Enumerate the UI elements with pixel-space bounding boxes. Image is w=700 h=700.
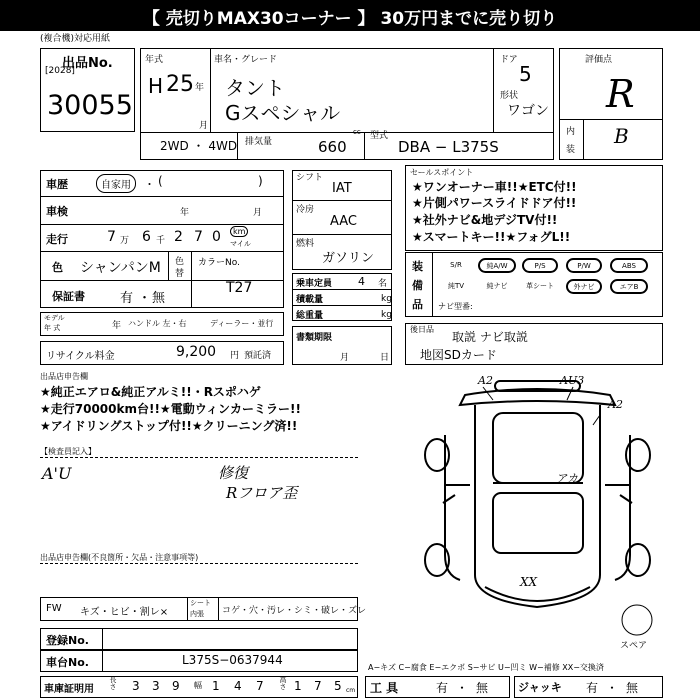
color-label: 色 [52, 261, 63, 274]
mileage-digit-1: 2 [174, 229, 183, 245]
spare-label: スペア [620, 641, 648, 651]
diagram-mark-1: A2 [478, 374, 493, 387]
fuel-value: ガソリン [322, 251, 375, 266]
gross-unit: kg [381, 310, 392, 320]
inspection-label: 車検 [46, 205, 68, 218]
equip-leather-seat: 革シート [526, 282, 554, 290]
selling-points-label: セールスポイント [410, 168, 474, 177]
garage-height-label: 高さ [279, 676, 287, 690]
seller-notes-label: 出品店申告欄 [40, 372, 88, 381]
history-dot: ・ [144, 178, 155, 191]
tools-yes: 有 [436, 681, 449, 695]
equip-airbag: エアB [610, 279, 648, 294]
recycle-value: 9,200 [176, 344, 217, 360]
garage-height-2: 7 [314, 679, 322, 693]
year-suffix: 年 [195, 83, 205, 93]
fw-seat-text: コゲ・穴・汚レ・シミ・破レ・ズレ [222, 606, 367, 616]
gross-label: 総重量 [296, 311, 324, 321]
jack-dot: ・ [606, 681, 619, 695]
displacement-unit: cc [353, 128, 361, 136]
equipment-label-3: 品 [412, 298, 423, 311]
shape-label: 形状 [500, 91, 519, 101]
jack-no: 無 [626, 681, 639, 695]
history-option: 自家用 [96, 174, 136, 193]
garage-height-3: 5 [334, 679, 342, 693]
tools-dot: ・ [456, 681, 469, 695]
equip-abs: ABS [610, 258, 648, 273]
selling-point-1: ★ワンオーナー車!!★ETC付!! [412, 180, 577, 194]
damage-legend: A−キズ C−腐食 E−エクボ S−サビ U−凹ミ W−補修 XX−交換済 [368, 663, 604, 672]
interior-label-1: 内 [566, 127, 576, 137]
after-items-label: 後日品 [410, 325, 434, 334]
doc-expiry-label: 書類期限 [296, 333, 333, 343]
year-label: 年式 [145, 55, 164, 65]
doc-expiry-day: 日 [380, 353, 390, 363]
inspector-label: 【検査員記入】 [40, 447, 96, 456]
history-label: 車歴 [46, 178, 68, 191]
garage-length-3: 9 [172, 679, 180, 693]
drive-type: 2WD ・ 4WD [160, 139, 238, 153]
seller-note-2: ★走行70000km台!!★電動ウィンカーミラー!! [40, 402, 301, 416]
interior-score: B [614, 124, 629, 148]
interior-label-2: 装 [566, 145, 576, 155]
load-label: 積載量 [296, 295, 324, 305]
fw-text: キズ・ヒビ・割レ× [80, 607, 169, 618]
inspector-note-1: A'U [42, 464, 72, 483]
inspector-note-2: 修復 [218, 464, 249, 482]
shift-label: シフト [296, 173, 324, 183]
doors-value: 5 [519, 62, 532, 86]
type-label: 型式 [370, 131, 389, 141]
garage-unit: cm [346, 687, 356, 694]
mileage-digit-3: 0 [212, 229, 221, 245]
form-type-note: (複合機)対応用紙 [40, 34, 111, 44]
equip-genuine-navi: 純ナビ [486, 282, 508, 290]
fw-seat-label-1: シート [190, 599, 211, 607]
garage-length-2: 3 [152, 679, 160, 693]
score-value: R [606, 72, 635, 116]
flagged-label: 出品店申告欄(不良箇所・欠品・注意事項等) [40, 553, 199, 562]
diagram-mark-4: アカ [556, 472, 578, 485]
color-number-value: T27 [226, 280, 253, 296]
recycle-unit: 円 [230, 351, 240, 361]
shape-value: ワゴン [507, 103, 549, 119]
mileage-digit-2: 7 [194, 229, 203, 245]
selling-point-2: ★片側パワースライドドア付!! [412, 196, 577, 210]
model-year-year: 年 [112, 321, 122, 331]
doc-expiry-month: 月 [340, 353, 350, 363]
mileage-unit-mile: マイル [230, 240, 251, 248]
garage-width-2: 4 [234, 679, 242, 693]
after-items-line-1: 取説 ナビ取説 [452, 330, 528, 344]
color-number-label: カラーNo. [198, 258, 240, 268]
doors-label: ドア [500, 55, 518, 65]
color-change-1: 色 [175, 257, 185, 267]
garage-height-1: 1 [294, 679, 302, 693]
selling-point-3: ★社外ナビ&地デジTV付!! [412, 213, 558, 227]
model-year-dealer: ディーラー・並行 [210, 319, 274, 328]
lot-label: 出品No. [62, 56, 113, 71]
load-unit: kg [381, 294, 392, 304]
recycle-note: 預託済 [244, 351, 272, 361]
history-close: ) [258, 174, 263, 188]
diagram-mark-2: AU3 [560, 374, 585, 387]
model-label: 車名・グレード [214, 55, 278, 65]
seller-note-3: ★アイドリングストップ付!!★クリーニング済!! [40, 419, 298, 433]
after-items-line-2: 地図SDカード [420, 348, 497, 362]
registration-label: 登録No. [46, 634, 89, 647]
score-label: 評価点 [585, 55, 613, 65]
fw-label: FW [46, 603, 62, 614]
garage-length-label: 長さ [109, 676, 117, 690]
equip-aftermarket-navi: 外ナビ [566, 279, 602, 294]
mileage-unit-km: km [230, 226, 248, 237]
warranty-yes: 有 [120, 291, 134, 306]
capacity-label: 乗車定員 [296, 279, 333, 289]
color-change-2: 替 [175, 269, 185, 279]
damage-diagram [415, 375, 660, 625]
mileage-man-unit: 万 [120, 236, 130, 246]
warranty-label: 保証書 [52, 290, 85, 303]
model-name: タント [225, 76, 285, 100]
model-year-handle: ハンドル 左・右 [128, 319, 187, 328]
model-year-label-2: 年 式 [44, 324, 61, 332]
equipment-label-1: 装 [412, 260, 423, 273]
capacity-unit: 名 [378, 279, 388, 289]
equip-alloy-wheels: 純A/W [478, 258, 516, 273]
inspection-month: 月 [253, 208, 263, 218]
mileage-sen-unit: 千 [156, 236, 166, 246]
year-value: 25 [166, 72, 194, 97]
equip-sunroof: S/R [450, 261, 462, 269]
fuel-label: 燃料 [296, 239, 315, 249]
navi-model-label: ナビ型番: [438, 302, 473, 311]
lot-small: [2028] [45, 66, 75, 76]
recycle-label: リサイクル料金 [46, 351, 115, 362]
diagram-mark-5: XX [520, 575, 538, 589]
seller-note-1: ★純正エアロ&純正アルミ!!・Rスポハゲ [40, 385, 261, 399]
displacement-value: 660 [318, 138, 347, 156]
model-grade: Gスペシャル [225, 101, 341, 125]
chassis-label: 車台No. [46, 656, 89, 669]
tools-label: 工 具 [370, 681, 399, 695]
banner-title: 【 売切りMAX30コーナー 】 30万円までに売り切り [142, 9, 558, 29]
garage-length-1: 3 [132, 679, 140, 693]
model-year-label-1: モデル [44, 314, 65, 322]
year-month: 月 [199, 121, 209, 131]
color-value: シャンパンM [80, 260, 161, 276]
mileage-label: 走行 [46, 233, 68, 246]
ac-value: AAC [330, 214, 357, 229]
equip-power-windows: P/W [566, 258, 602, 273]
ac-label: 冷房 [296, 205, 315, 215]
inspector-note-3: Rフロア歪 [226, 484, 298, 502]
tools-no: 無 [476, 681, 489, 695]
displacement-label: 排気量 [245, 137, 273, 147]
fw-seat-label-2: 内張 [190, 610, 204, 618]
mileage-man: 7 [107, 229, 116, 245]
equipment-label-2: 備 [412, 279, 423, 292]
history-open: ( [158, 174, 163, 188]
diagram-mark-3: A2 [608, 398, 623, 411]
warranty-dot: ・ [138, 291, 152, 306]
inspection-year: 年 [180, 208, 190, 218]
lot-number: 30055 [47, 90, 133, 121]
chassis-value: L375S−0637944 [182, 653, 283, 667]
garage-width-3: 7 [256, 679, 264, 693]
equip-power-steering: P/S [522, 258, 558, 273]
selling-point-4: ★スマートキー!!★フォグL!! [412, 230, 571, 244]
garage-label: 車庫証明用 [44, 684, 94, 695]
capacity-value: 4 [358, 275, 365, 288]
mileage-sen: 6 [142, 229, 151, 245]
jack-yes: 有 [586, 681, 599, 695]
jack-label: ジャッキ [518, 681, 562, 694]
year-era: H [148, 74, 164, 98]
type-value: DBA − L375S [398, 138, 499, 156]
warranty-no: 無 [152, 291, 166, 306]
spare-tire-icon [620, 603, 654, 637]
garage-width-1: 1 [212, 679, 220, 693]
garage-width-label: 幅 [194, 681, 202, 690]
shift-value: IAT [332, 181, 352, 196]
equip-genuine-tv: 純TV [447, 282, 465, 290]
